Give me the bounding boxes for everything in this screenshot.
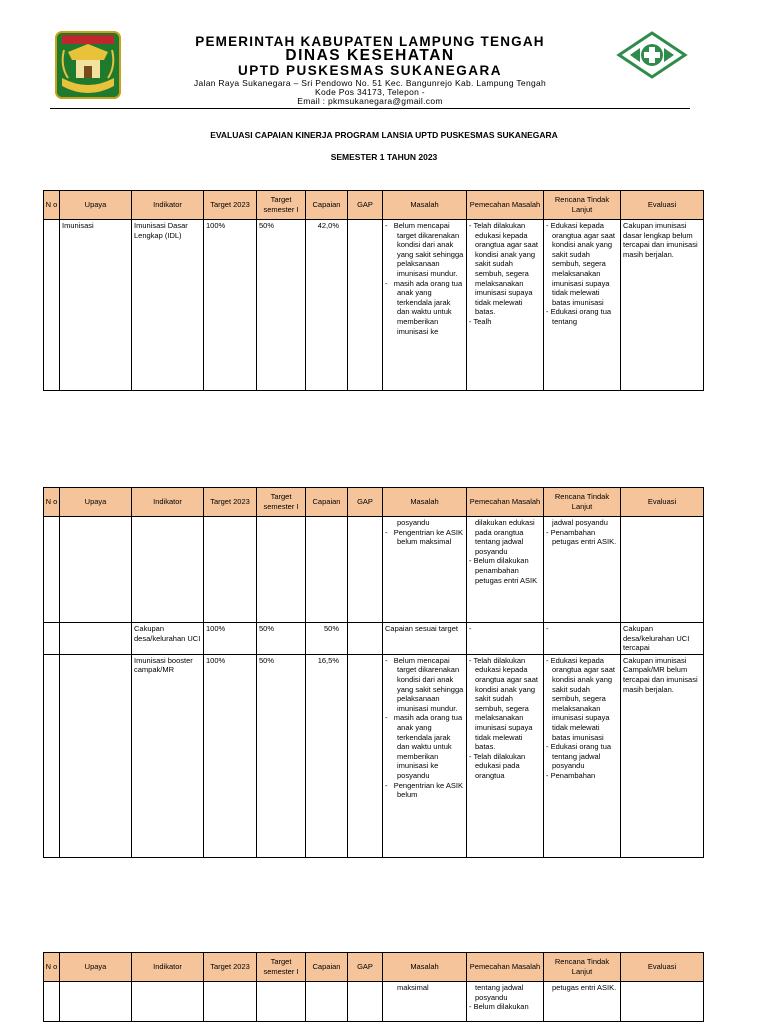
evaluation-table-page-3 bbox=[43, 952, 704, 1022]
header-masalah: Masalah bbox=[383, 953, 467, 982]
evaluation-table-page-1 bbox=[43, 190, 704, 391]
cell-masalah bbox=[383, 220, 467, 391]
unit-name: UPTD PUSKESMAS SUKANEGARA bbox=[237, 63, 503, 78]
list-item: - Telah dilakukan edukasi pada orangtua bbox=[469, 751, 526, 780]
table-header-row bbox=[44, 953, 704, 982]
cell-target-semester bbox=[257, 982, 306, 1022]
cell-no bbox=[44, 654, 60, 857]
cell-evaluasi: Cakupan imunisasi dasar lengkap belum tercapai dan imunisasi masih berjalan. bbox=[621, 220, 704, 391]
document-title: EVALUASI CAPAIAN KINERJA PROGRAM LANSIA UPTD PUSKESMAS SUKANEGARA bbox=[210, 130, 558, 140]
table-row bbox=[44, 517, 704, 623]
header-rencana: Rencana Tindak Lanjut bbox=[544, 191, 621, 220]
list-item: - masih ada orang tua anak yang terkendala jarak dan waktu untuk memberikan imunisasi ke posyandu bbox=[385, 713, 463, 780]
address-line-3: Email : pkmsukanegara@gmail.com bbox=[297, 96, 443, 106]
cell-target: 100% bbox=[204, 654, 257, 857]
header-pemecahan: Pemecahan Masalah bbox=[467, 191, 544, 220]
list-item: - Tealh bbox=[469, 316, 492, 326]
header-capaian: Capaian bbox=[306, 953, 348, 982]
cell-capaian: 42,0% bbox=[306, 220, 348, 391]
list-item: - Edukasi orang tua tentang bbox=[546, 307, 612, 326]
header-rencana: Rencana Tindak Lanjut bbox=[544, 488, 621, 517]
cell-gap bbox=[348, 220, 383, 391]
cell-target bbox=[204, 982, 257, 1022]
table-header-row bbox=[44, 191, 704, 220]
cell-gap bbox=[348, 517, 383, 623]
list-item: - Belum dilakukan penambahan petugas entri ASIK bbox=[469, 556, 538, 585]
header-evaluasi: Evaluasi bbox=[621, 488, 704, 517]
cell-no bbox=[44, 623, 60, 655]
government-name: PEMERINTAH KABUPATEN LAMPUNG TENGAH bbox=[195, 34, 545, 49]
list-item: - Edukasi kepada orangtua agar saat kondisi anak yang sakit sudah sembuh, segera melaksanakan imunisasi supaya tidak melewati batas imunisasi bbox=[546, 655, 615, 742]
cell-target: 100% bbox=[204, 623, 257, 655]
header-no: N o bbox=[44, 953, 60, 982]
cell-capaian: 50% bbox=[306, 623, 348, 655]
cell-no bbox=[44, 220, 60, 391]
address-line-2: Kode Pos 34173, Telepon - bbox=[315, 87, 425, 97]
header-pemecahan: Pemecahan Masalah bbox=[467, 488, 544, 517]
header-gap: GAP bbox=[348, 953, 383, 982]
cell-upaya bbox=[60, 982, 132, 1022]
letterhead-rule bbox=[50, 108, 690, 109]
cell-masalah bbox=[383, 654, 467, 857]
cell-no bbox=[44, 517, 60, 623]
table-row bbox=[44, 220, 704, 391]
list-item: - Penambahan bbox=[546, 770, 596, 780]
list-item: - Belum mencapai target dikarenakan kondisi dari anak yang sakit sehingga pelaksanaan imunisasi mundur. bbox=[385, 655, 464, 713]
header-upaya: Upaya bbox=[60, 488, 132, 517]
cell-rencana bbox=[544, 654, 621, 857]
header-evaluasi: Evaluasi bbox=[621, 953, 704, 982]
list-item: - Penambahan petugas entri ASIK. bbox=[546, 527, 617, 547]
table-row bbox=[44, 654, 704, 857]
header-indikator: Indikator bbox=[132, 953, 204, 982]
cell-pemecahan: dilakukan edukasi pada orangtua tentang jadwal posyandu - Belum dilakukan penambahan petugas entri ASIK bbox=[467, 517, 544, 623]
cell-evaluasi bbox=[621, 982, 704, 1022]
header-target: Target 2023 bbox=[204, 488, 257, 517]
department-name: DINAS KESEHATAN bbox=[285, 47, 455, 64]
cell-gap bbox=[348, 654, 383, 857]
cell-target-semester: 50% bbox=[257, 654, 306, 857]
cell-rencana bbox=[544, 220, 621, 391]
cell-target: 100% bbox=[204, 220, 257, 391]
cell-pemecahan bbox=[467, 654, 544, 857]
cell-indikator: Cakupan desa/kelurahan UCI bbox=[132, 623, 204, 655]
list-item: - Edukasi orang tua tentang jadwal posyandu bbox=[546, 742, 612, 771]
cell-capaian bbox=[306, 517, 348, 623]
cell-target-semester: 50% bbox=[257, 623, 306, 655]
header-rencana: Rencana Tindak Lanjut bbox=[544, 953, 621, 982]
cell-rencana: petugas entri ASIK. bbox=[544, 982, 621, 1022]
header-upaya: Upaya bbox=[60, 191, 132, 220]
cell-gap bbox=[348, 623, 383, 655]
cell-evaluasi: Cakupan imunisasi Campak/MR belum tercapai dan imunisasi masih berjalan. bbox=[621, 654, 704, 857]
header-target: Target 2023 bbox=[204, 191, 257, 220]
header-no: N o bbox=[44, 191, 60, 220]
header-capaian: Capaian bbox=[306, 488, 348, 517]
table-row bbox=[44, 623, 704, 655]
cell-masalah: Capaian sesuai target bbox=[383, 623, 467, 655]
cell-rencana: jadwal posyandu - Penambahan petugas entri ASIK. bbox=[544, 517, 621, 623]
header-masalah: Masalah bbox=[383, 488, 467, 517]
list-item: - Telah dilakukan edukasi kepada orangtua agar saat kondisi anak yang sakit sudah sembuh, segera melaksanakan imunisasi supaya tidak melewati batas. bbox=[469, 655, 538, 752]
header-evaluasi: Evaluasi bbox=[621, 191, 704, 220]
cell-upaya bbox=[60, 654, 132, 857]
header-indikator: Indikator bbox=[132, 191, 204, 220]
header-masalah: Masalah bbox=[383, 191, 467, 220]
header-target-semester: Target semester I bbox=[257, 191, 306, 220]
cell-indikator: Imunisasi booster campak/MR bbox=[132, 654, 204, 857]
list-item: - Edukasi kepada orangtua agar saat kondisi anak yang sakit sudah sembuh, segera melaksanakan imunisasi supaya tidak melewati batas imunisasi bbox=[546, 221, 615, 307]
list-item: - Telah dilakukan edukasi kepada orangtua agar saat kondisi anak yang sakit sudah sembuh, segera melaksanakan imunisasi supaya tidak melewati batas. bbox=[469, 221, 538, 317]
puskesmas-logo-icon bbox=[616, 30, 688, 80]
letterhead bbox=[50, 26, 690, 108]
cell-pemecahan bbox=[467, 220, 544, 391]
cell-no bbox=[44, 982, 60, 1022]
cell-upaya bbox=[60, 517, 132, 623]
cell-evaluasi: Cakupan desa/kelurahan UCI tercapai bbox=[621, 623, 704, 655]
header-gap: GAP bbox=[348, 488, 383, 517]
header-pemecahan: Pemecahan Masalah bbox=[467, 953, 544, 982]
header-gap: GAP bbox=[348, 191, 383, 220]
header-no: N o bbox=[44, 488, 60, 517]
cell-upaya bbox=[60, 623, 132, 655]
table-header-row bbox=[44, 488, 704, 517]
address-line-1: Jalan Raya Sukanegara – Sri Pendowo No. 51 Kec. Bangunrejo Kab. Lampung Tengah bbox=[193, 78, 547, 88]
header-target: Target 2023 bbox=[204, 953, 257, 982]
cell-target bbox=[204, 517, 257, 623]
list-item: - Pengentrian ke ASIK belum maksimal bbox=[385, 527, 463, 547]
cell-masalah: maksimal bbox=[383, 982, 467, 1022]
cell-target-semester: 50% bbox=[257, 220, 306, 391]
cell-indikator: Imunisasi Dasar Lengkap (IDL) bbox=[132, 220, 204, 391]
cell-rencana: - bbox=[544, 623, 621, 655]
cell-target-semester bbox=[257, 517, 306, 623]
header-target-semester: Target semester I bbox=[257, 953, 306, 982]
cell-capaian bbox=[306, 982, 348, 1022]
cell-evaluasi bbox=[621, 517, 704, 623]
header-upaya: Upaya bbox=[60, 953, 132, 982]
cell-indikator bbox=[132, 982, 204, 1022]
list-item: - Pengentrian ke ASIK belum bbox=[385, 780, 463, 800]
list-item: - Belum mencapai target dikarenakan kondisi dari anak yang sakit sehingga pelaksanaan imunisasi mundur. bbox=[385, 221, 464, 278]
cell-masalah: posyandu - Pengentrian ke ASIK belum maksimal bbox=[383, 517, 467, 623]
cell-upaya: Imunisasi bbox=[60, 220, 132, 391]
table-row bbox=[44, 982, 704, 1022]
cell-capaian: 16,5% bbox=[306, 654, 348, 857]
header-target-semester: Target semester I bbox=[257, 488, 306, 517]
document-subtitle: SEMESTER 1 TAHUN 2023 bbox=[330, 152, 438, 162]
header-indikator: Indikator bbox=[132, 488, 204, 517]
header-capaian: Capaian bbox=[306, 191, 348, 220]
list-item: - Belum dilakukan bbox=[469, 1002, 529, 1012]
cell-pemecahan: - bbox=[467, 623, 544, 655]
cell-gap bbox=[348, 982, 383, 1022]
cell-indikator bbox=[132, 517, 204, 623]
evaluation-table-page-2 bbox=[43, 487, 704, 858]
cell-pemecahan: tentang jadwal posyandu - Belum dilakukan bbox=[467, 982, 544, 1022]
list-item: - masih ada orang tua anak yang terkendala jarak dan waktu untuk memberikan imunisasi ke bbox=[385, 278, 463, 336]
